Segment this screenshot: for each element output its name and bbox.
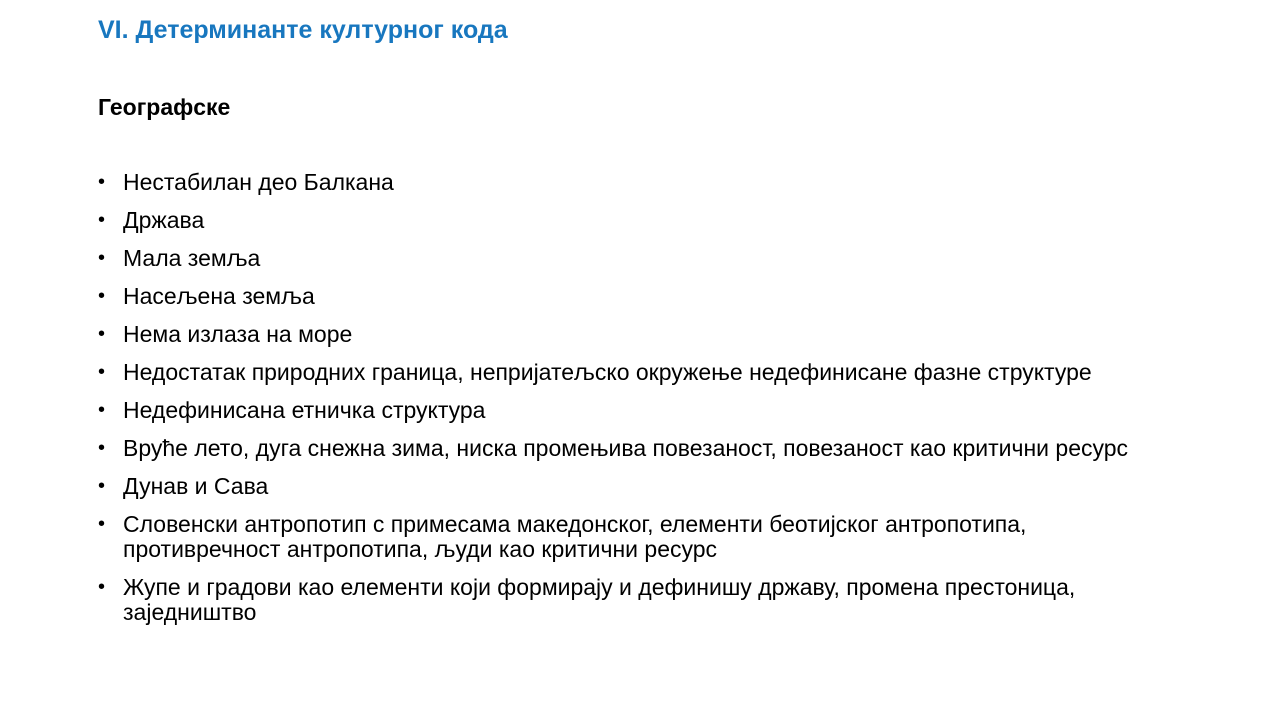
bullet-text: Мала земља	[123, 245, 261, 271]
bullet-text: Насељена земља	[123, 283, 315, 309]
bullet-item	[98, 246, 1158, 271]
bullet-icon: •	[98, 285, 106, 307]
bullet-item	[98, 512, 1158, 562]
bullet-icon: •	[98, 247, 106, 269]
bullet-item	[98, 322, 1158, 347]
bullet-item	[98, 575, 1158, 625]
bullet-icon: •	[98, 361, 106, 383]
bullet-item	[98, 360, 1158, 385]
bullet-icon: •	[98, 209, 106, 231]
bullet-icon: •	[98, 171, 106, 193]
bullet-text: Држава	[123, 207, 205, 233]
bullet-text: Нема излаза на море	[123, 321, 353, 347]
bullet-icon: •	[98, 437, 106, 459]
bullet-icon: •	[98, 475, 106, 497]
bullet-text: Врућe лето, дуга снежна зима, ниска промењива повезаност, повезаност као критични ресурс	[123, 435, 1129, 461]
bullet-item	[98, 398, 1158, 423]
slide-title: VI. Детерминанте културног кода	[98, 16, 508, 44]
bullet-item	[98, 436, 1158, 461]
bullet-item	[98, 474, 1158, 499]
bullet-text: Недостатак природних граница, непријатељско окружење недефинисане фазне структуре	[123, 359, 1092, 385]
bullet-icon: •	[98, 399, 106, 421]
bullet-icon: •	[98, 513, 106, 535]
bullet-item	[98, 208, 1158, 233]
bullet-list	[98, 170, 1158, 638]
bullet-icon: •	[98, 576, 106, 598]
bullet-text: Жупе и градови као елементи који формирају и дефинишу државу, промена престоница, заједништво	[123, 574, 1076, 625]
bullet-text: Недефинисана етничка структура	[123, 397, 486, 423]
bullet-text: Нестабилан део Балкана	[123, 169, 394, 195]
bullet-text: Дунав и Сава	[123, 473, 269, 499]
bullet-icon: •	[98, 323, 106, 345]
section-heading: Географске	[98, 94, 231, 120]
bullet-item	[98, 170, 1158, 195]
bullet-text: Словенски антропотип с примесама македонског, елементи беотијског антропотипа, противречност антропотипа, људи као критични ресурс	[123, 511, 1027, 562]
bullet-item	[98, 284, 1158, 309]
